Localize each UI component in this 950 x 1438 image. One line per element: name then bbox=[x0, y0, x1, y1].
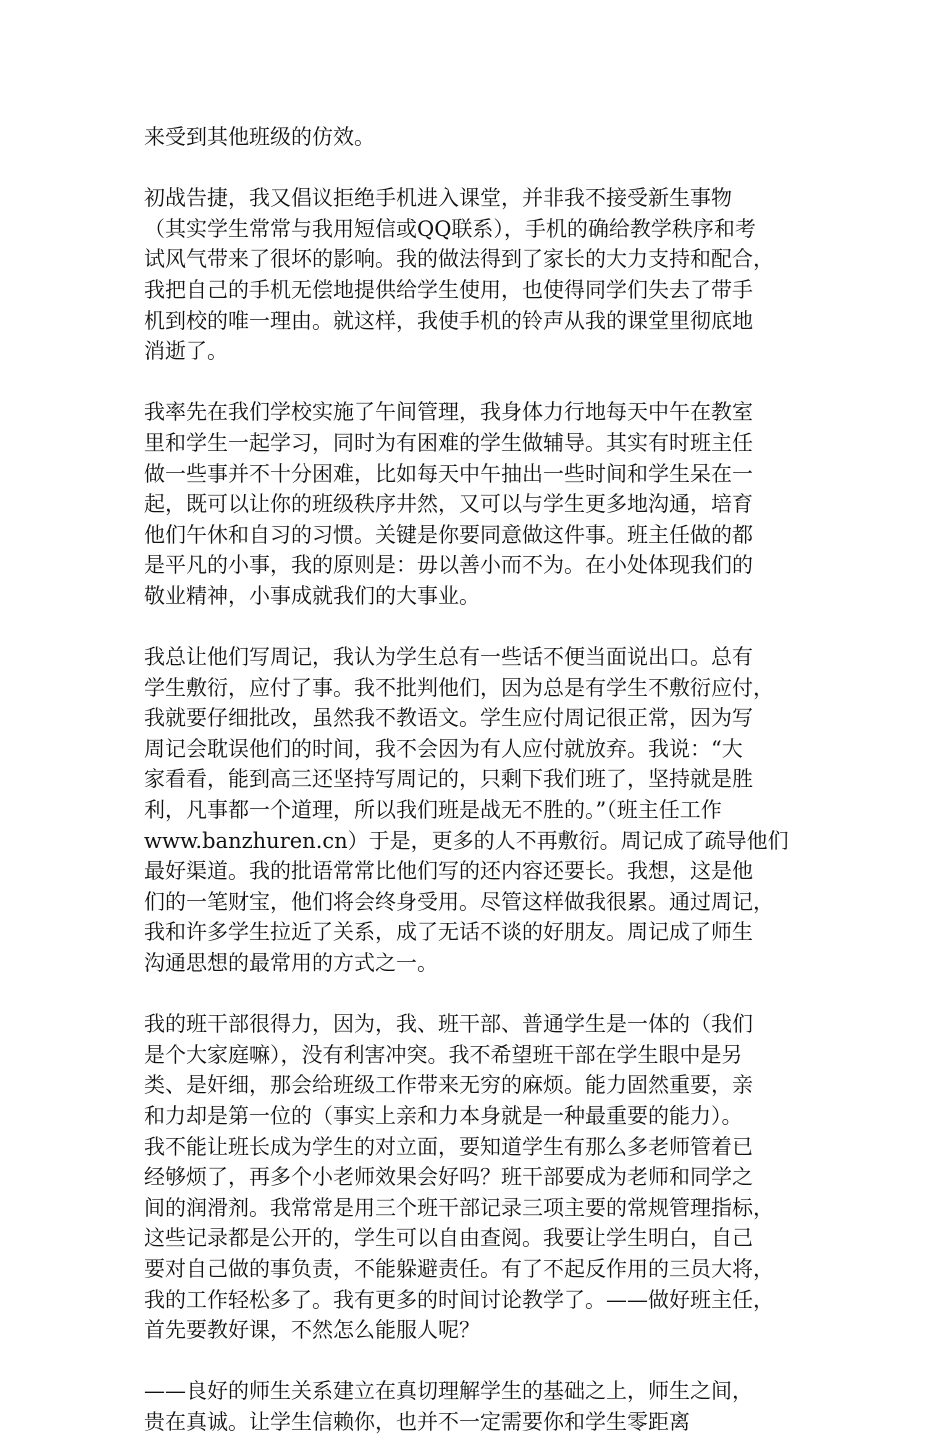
paragraph-2: 初战告捷，我又倡议拒绝手机进入课堂，并非我不接受新生事物 （其实学生常常与我用短信或QQ联系），手机的确给教学秩序和考 试风气带来了很坏的影响。我的做法得到了家长的大力支持和配合， 我把自己的手机无偿地提供给学生使用，也使得同学们失去了带手 机到校的唯一理由。就这样，我使手机的铃声从我的课堂里彻底地 消逝了。 bbox=[144, 186, 774, 364]
paragraph-1: 来受到其他班级的仿效。 bbox=[144, 125, 375, 149]
document-body bbox=[144, 122, 814, 1438]
paragraph-6: ——良好的师生关系建立在真切理解学生的基础之上，师生之间， 贵在真诚。让学生信赖你，也并不一定需要你和学生零距离 bbox=[144, 1379, 753, 1434]
paragraph-3: 我率先在我们学校实施了午间管理，我身体力行地每天中午在教室 里和学生一起学习，同时为有困难的学生做辅导。其实有时班主任 做一些事并不十分困难，比如每天中午抽出一些时间和学生呆在一 起，既可以让你的班级秩序井然，又可以与学生更多地沟通，培育 他们午休和自习的习惯。关键是你要同意做这件事。班主任做的都 是平凡的小事，我的原则是：毋以善小而不为。在小处体现我们的 敬业精神，小事成就我们的大事业。 bbox=[144, 400, 753, 608]
paragraph-4: 我总让他们写周记，我认为学生总有一些话不便当面说出口。总有 学生敷衍，应付了事。我不批判他们，因为总是有学生不敷衍应付， 我就要仔细批改，虽然我不教语文。学生应付周记很正常，因为写 周记会耽误他们的时间，我不会因为有人应付就放弃。我说：“大 家看看，能到高三还坚持写周记的，只剩下我们班了，坚持就是胜 利，凡事都一个道理，所以我们班是战无不胜的。”（班主任工作 www.banzhuren.cn）于是，更多的人不再敷衍。周记成了疏导他们 最好渠道。我的批语常常比他们写的还内容还要长。我想，这是他 们的一笔财宝，他们将会终身受用。尽管这样做我很累。通过周记， 我和许多学生拉近了关系，成了无话不谈的好朋友。周记成了师生 沟通思想的最常用的方式之一。 bbox=[144, 645, 789, 976]
paragraph-5: 我的班干部很得力，因为，我、班干部、普通学生是一体的（我们 是个大家庭嘛），没有利害冲突。我不希望班干部在学生眼中是另 类、是奸细，那会给班级工作带来无穷的麻烦。能力固然重要，亲 和力却是第一位的（事实上亲和力本身就是一种最重要的能力）。 我不能让班长成为学生的对立面，要知道学生有那么多老师管着已 经够烦了，再多个小老师效果会好吗？班干部要成为老师和同学之 间的润滑剂。我常常是用三个班干部记录三项主要的常规管理指标， 这些记录都是公开的，学生可以自由查阅。我要让学生明白，自己 要对自己做的事负责，不能躲避责任。有了不起反作用的三员大将， 我的工作轻松多了。我有更多的时间讨论教学了。——做好班主任， 首先要教好课，不然怎么能服人呢？ bbox=[144, 1012, 774, 1343]
